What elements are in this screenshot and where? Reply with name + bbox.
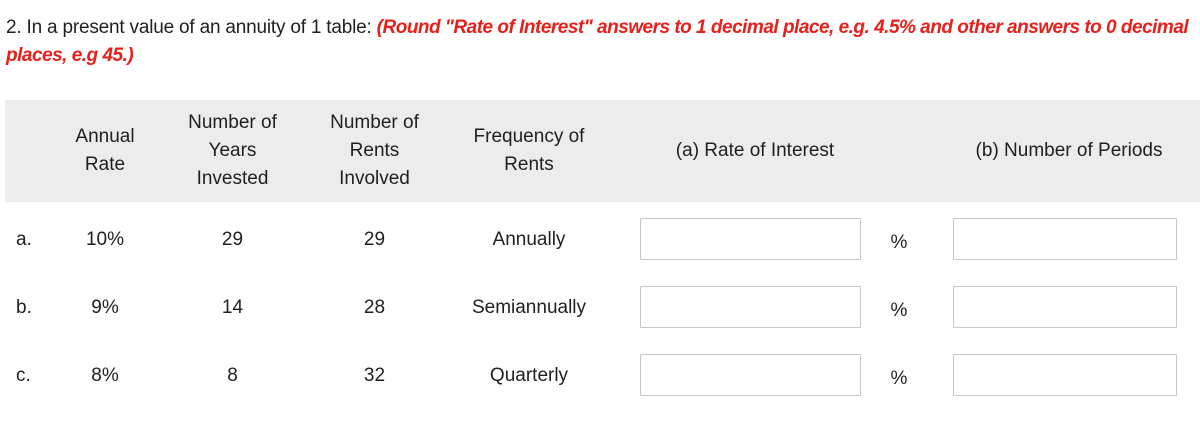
header-rents-involved [317, 100, 432, 202]
row-c-rents: 32 [363, 365, 386, 386]
question-text [6, 14, 1194, 70]
row-a-rate-of-interest-input[interactable] [641, 219, 860, 259]
header-annual-rate-line1: Annual [75, 126, 135, 147]
row-b-rate-of-interest-input[interactable] [641, 287, 860, 327]
header-years-invested [175, 100, 290, 202]
row-c-rate-of-interest-input[interactable] [641, 355, 860, 395]
table-header [5, 100, 1200, 202]
row-b-rate-input-box[interactable] [640, 286, 861, 328]
row-a-annual-rate: 10% [85, 229, 125, 250]
row-c-rate-input-box[interactable] [640, 354, 861, 396]
row-c-annual-rate: 8% [91, 365, 119, 386]
header-annual-rate [65, 100, 145, 202]
row-label-b: b. [16, 297, 32, 318]
row-b-number-of-periods-input[interactable] [954, 287, 1176, 327]
row-c-number-of-periods-input[interactable] [954, 355, 1176, 395]
row-b-rents: 28 [363, 297, 386, 318]
header-annual-rate-line2: Rate [84, 154, 126, 175]
header-frequency [460, 100, 598, 202]
row-a-periods-input-box[interactable] [953, 218, 1177, 260]
question-prefix: 2. In a present value of an annuity of 1 table: [6, 17, 377, 38]
header-rents-line2: Rents [349, 140, 400, 161]
row-c-years: 8 [227, 365, 238, 386]
header-years-line2: Years [208, 140, 257, 161]
row-a-years: 29 [221, 229, 244, 250]
header-years-line3: Invested [196, 168, 269, 189]
header-rents-line3: Involved [339, 168, 410, 189]
row-b-percent-sign: % [890, 300, 908, 321]
row-b-periods-input-box[interactable] [953, 286, 1177, 328]
header-years-line1: Number of [188, 112, 277, 133]
row-a-rents: 29 [363, 229, 386, 250]
row-b-years: 14 [221, 297, 244, 318]
row-c-percent-sign: % [890, 368, 908, 389]
row-a-percent-sign: % [890, 232, 908, 253]
row-label-a: a. [16, 229, 32, 250]
header-frequency-line2: Rents [504, 154, 554, 175]
row-b-frequency: Semiannually [471, 297, 587, 318]
rounding-instruction: (Round "Rate of Interest" answers to 1 decimal place, e.g. 4.5% and other answers to 0 decimal places, e.g 45.) [6, 17, 1189, 66]
header-number-of-periods: (b) Number of Periods [975, 140, 1163, 161]
row-b-annual-rate: 9% [91, 297, 119, 318]
header-rents-line1: Number of [330, 112, 419, 133]
row-c-periods-input-box[interactable] [953, 354, 1177, 396]
row-label-c: c. [16, 365, 31, 386]
header-frequency-line1: Frequency of [473, 126, 585, 147]
row-a-frequency: Annually [492, 229, 566, 250]
row-c-frequency: Quarterly [489, 365, 569, 386]
header-rate-of-interest: (a) Rate of Interest [675, 140, 835, 161]
row-a-rate-input-box[interactable] [640, 218, 861, 260]
row-a-number-of-periods-input[interactable] [954, 219, 1176, 259]
